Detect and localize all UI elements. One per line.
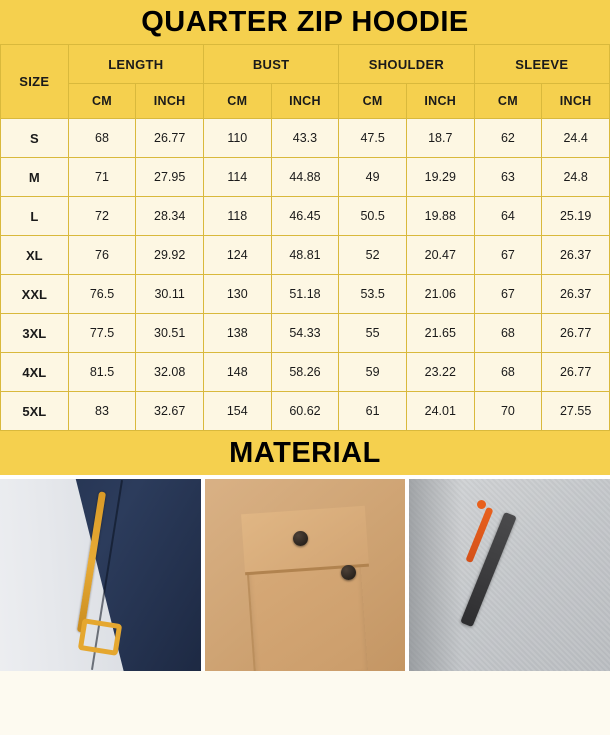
cell-length-inch: 29.92 bbox=[136, 236, 204, 275]
cell-bust-cm: 118 bbox=[203, 197, 271, 236]
cell-bust-cm: 114 bbox=[203, 158, 271, 197]
cell-bust-inch: 48.81 bbox=[271, 236, 339, 275]
cell-bust-inch: 54.33 bbox=[271, 314, 339, 353]
table-group-header-row bbox=[1, 45, 610, 84]
table-row bbox=[1, 275, 610, 314]
size-label: XXL bbox=[1, 275, 69, 314]
size-label: 4XL bbox=[1, 353, 69, 392]
cell-shoulder-inch: 21.65 bbox=[406, 314, 474, 353]
size-label: M bbox=[1, 158, 69, 197]
cell-shoulder-cm: 61 bbox=[339, 392, 407, 431]
cell-sleeve-cm: 70 bbox=[474, 392, 542, 431]
cell-length-inch: 32.67 bbox=[136, 392, 204, 431]
column-header-size: SIZE bbox=[1, 45, 69, 119]
cell-length-cm: 68 bbox=[68, 119, 136, 158]
cell-shoulder-cm: 47.5 bbox=[339, 119, 407, 158]
material-photo-row bbox=[0, 475, 610, 671]
unit-header-bust-inch: INCH bbox=[271, 84, 339, 119]
cell-bust-cm: 110 bbox=[203, 119, 271, 158]
cell-sleeve-inch: 27.55 bbox=[542, 392, 610, 431]
unit-header-bust-cm: CM bbox=[203, 84, 271, 119]
grey-fabric-shadow bbox=[409, 479, 461, 671]
cell-sleeve-cm: 62 bbox=[474, 119, 542, 158]
cell-shoulder-inch: 19.88 bbox=[406, 197, 474, 236]
grey-zip-pocket-photo bbox=[409, 479, 610, 671]
cell-length-cm: 76 bbox=[68, 236, 136, 275]
cell-shoulder-cm: 55 bbox=[339, 314, 407, 353]
column-header-length: LENGTH bbox=[68, 45, 203, 84]
cell-length-cm: 77.5 bbox=[68, 314, 136, 353]
column-header-sleeve: SLEEVE bbox=[474, 45, 609, 84]
unit-header-length-inch: INCH bbox=[136, 84, 204, 119]
cell-shoulder-cm: 49 bbox=[339, 158, 407, 197]
table-row bbox=[1, 392, 610, 431]
cell-length-cm: 72 bbox=[68, 197, 136, 236]
table-row bbox=[1, 197, 610, 236]
cell-length-inch: 32.08 bbox=[136, 353, 204, 392]
unit-header-length-cm: CM bbox=[68, 84, 136, 119]
khaki-fabric-image bbox=[205, 479, 406, 671]
cell-length-cm: 71 bbox=[68, 158, 136, 197]
cell-sleeve-inch: 26.77 bbox=[542, 353, 610, 392]
cell-length-inch: 26.77 bbox=[136, 119, 204, 158]
cell-length-cm: 83 bbox=[68, 392, 136, 431]
cell-shoulder-inch: 20.47 bbox=[406, 236, 474, 275]
cell-shoulder-inch: 24.01 bbox=[406, 392, 474, 431]
table-row bbox=[1, 236, 610, 275]
cell-bust-cm: 130 bbox=[203, 275, 271, 314]
table-unit-header-row bbox=[1, 84, 610, 119]
khaki-button-top bbox=[293, 531, 308, 546]
cell-bust-inch: 46.45 bbox=[271, 197, 339, 236]
cell-sleeve-inch: 24.8 bbox=[542, 158, 610, 197]
cell-sleeve-inch: 25.19 bbox=[542, 197, 610, 236]
cell-sleeve-cm: 67 bbox=[474, 236, 542, 275]
page-title: QUARTER ZIP HOODIE bbox=[0, 0, 610, 44]
unit-header-shoulder-cm: CM bbox=[339, 84, 407, 119]
navy-zip-pocket-photo bbox=[0, 479, 201, 671]
cell-bust-cm: 138 bbox=[203, 314, 271, 353]
unit-header-sleeve-cm: CM bbox=[474, 84, 542, 119]
cell-sleeve-inch: 26.37 bbox=[542, 236, 610, 275]
unit-header-sleeve-inch: INCH bbox=[542, 84, 610, 119]
table-row bbox=[1, 314, 610, 353]
cell-sleeve-inch: 26.37 bbox=[542, 275, 610, 314]
grey-fabric-image bbox=[409, 479, 610, 671]
size-label: 3XL bbox=[1, 314, 69, 353]
cell-bust-inch: 58.26 bbox=[271, 353, 339, 392]
cell-length-inch: 27.95 bbox=[136, 158, 204, 197]
cell-shoulder-cm: 50.5 bbox=[339, 197, 407, 236]
unit-header-shoulder-inch: INCH bbox=[406, 84, 474, 119]
cell-bust-cm: 154 bbox=[203, 392, 271, 431]
cell-sleeve-cm: 68 bbox=[474, 353, 542, 392]
cell-length-inch: 30.51 bbox=[136, 314, 204, 353]
cell-length-inch: 30.11 bbox=[136, 275, 204, 314]
cell-length-cm: 81.5 bbox=[68, 353, 136, 392]
cell-bust-inch: 44.88 bbox=[271, 158, 339, 197]
table-row bbox=[1, 158, 610, 197]
cell-sleeve-cm: 64 bbox=[474, 197, 542, 236]
cell-sleeve-cm: 67 bbox=[474, 275, 542, 314]
size-chart-table bbox=[0, 44, 610, 431]
cell-length-inch: 28.34 bbox=[136, 197, 204, 236]
cell-bust-inch: 43.3 bbox=[271, 119, 339, 158]
navy-fabric-image bbox=[0, 479, 201, 671]
column-header-shoulder: SHOULDER bbox=[339, 45, 474, 84]
column-header-bust: BUST bbox=[203, 45, 338, 84]
table-row bbox=[1, 353, 610, 392]
material-section-title: MATERIAL bbox=[0, 431, 610, 475]
cell-bust-inch: 60.62 bbox=[271, 392, 339, 431]
cell-bust-cm: 124 bbox=[203, 236, 271, 275]
cell-shoulder-inch: 19.29 bbox=[406, 158, 474, 197]
table-head bbox=[1, 45, 610, 119]
size-label: 5XL bbox=[1, 392, 69, 431]
cell-shoulder-cm: 53.5 bbox=[339, 275, 407, 314]
cell-shoulder-cm: 52 bbox=[339, 236, 407, 275]
cell-sleeve-inch: 24.4 bbox=[542, 119, 610, 158]
khaki-button-pocket-photo bbox=[205, 479, 406, 671]
grey-zip-pull-tip bbox=[477, 500, 486, 509]
table-body bbox=[1, 119, 610, 431]
size-label: XL bbox=[1, 236, 69, 275]
cell-length-cm: 76.5 bbox=[68, 275, 136, 314]
table-row bbox=[1, 119, 610, 158]
cell-shoulder-inch: 21.06 bbox=[406, 275, 474, 314]
size-label: S bbox=[1, 119, 69, 158]
cell-shoulder-cm: 59 bbox=[339, 353, 407, 392]
cell-shoulder-inch: 23.22 bbox=[406, 353, 474, 392]
cell-shoulder-inch: 18.7 bbox=[406, 119, 474, 158]
cell-bust-inch: 51.18 bbox=[271, 275, 339, 314]
cell-sleeve-cm: 68 bbox=[474, 314, 542, 353]
cell-sleeve-inch: 26.77 bbox=[542, 314, 610, 353]
size-label: L bbox=[1, 197, 69, 236]
navy-zip-pull bbox=[78, 618, 123, 656]
cell-sleeve-cm: 63 bbox=[474, 158, 542, 197]
cell-bust-cm: 148 bbox=[203, 353, 271, 392]
